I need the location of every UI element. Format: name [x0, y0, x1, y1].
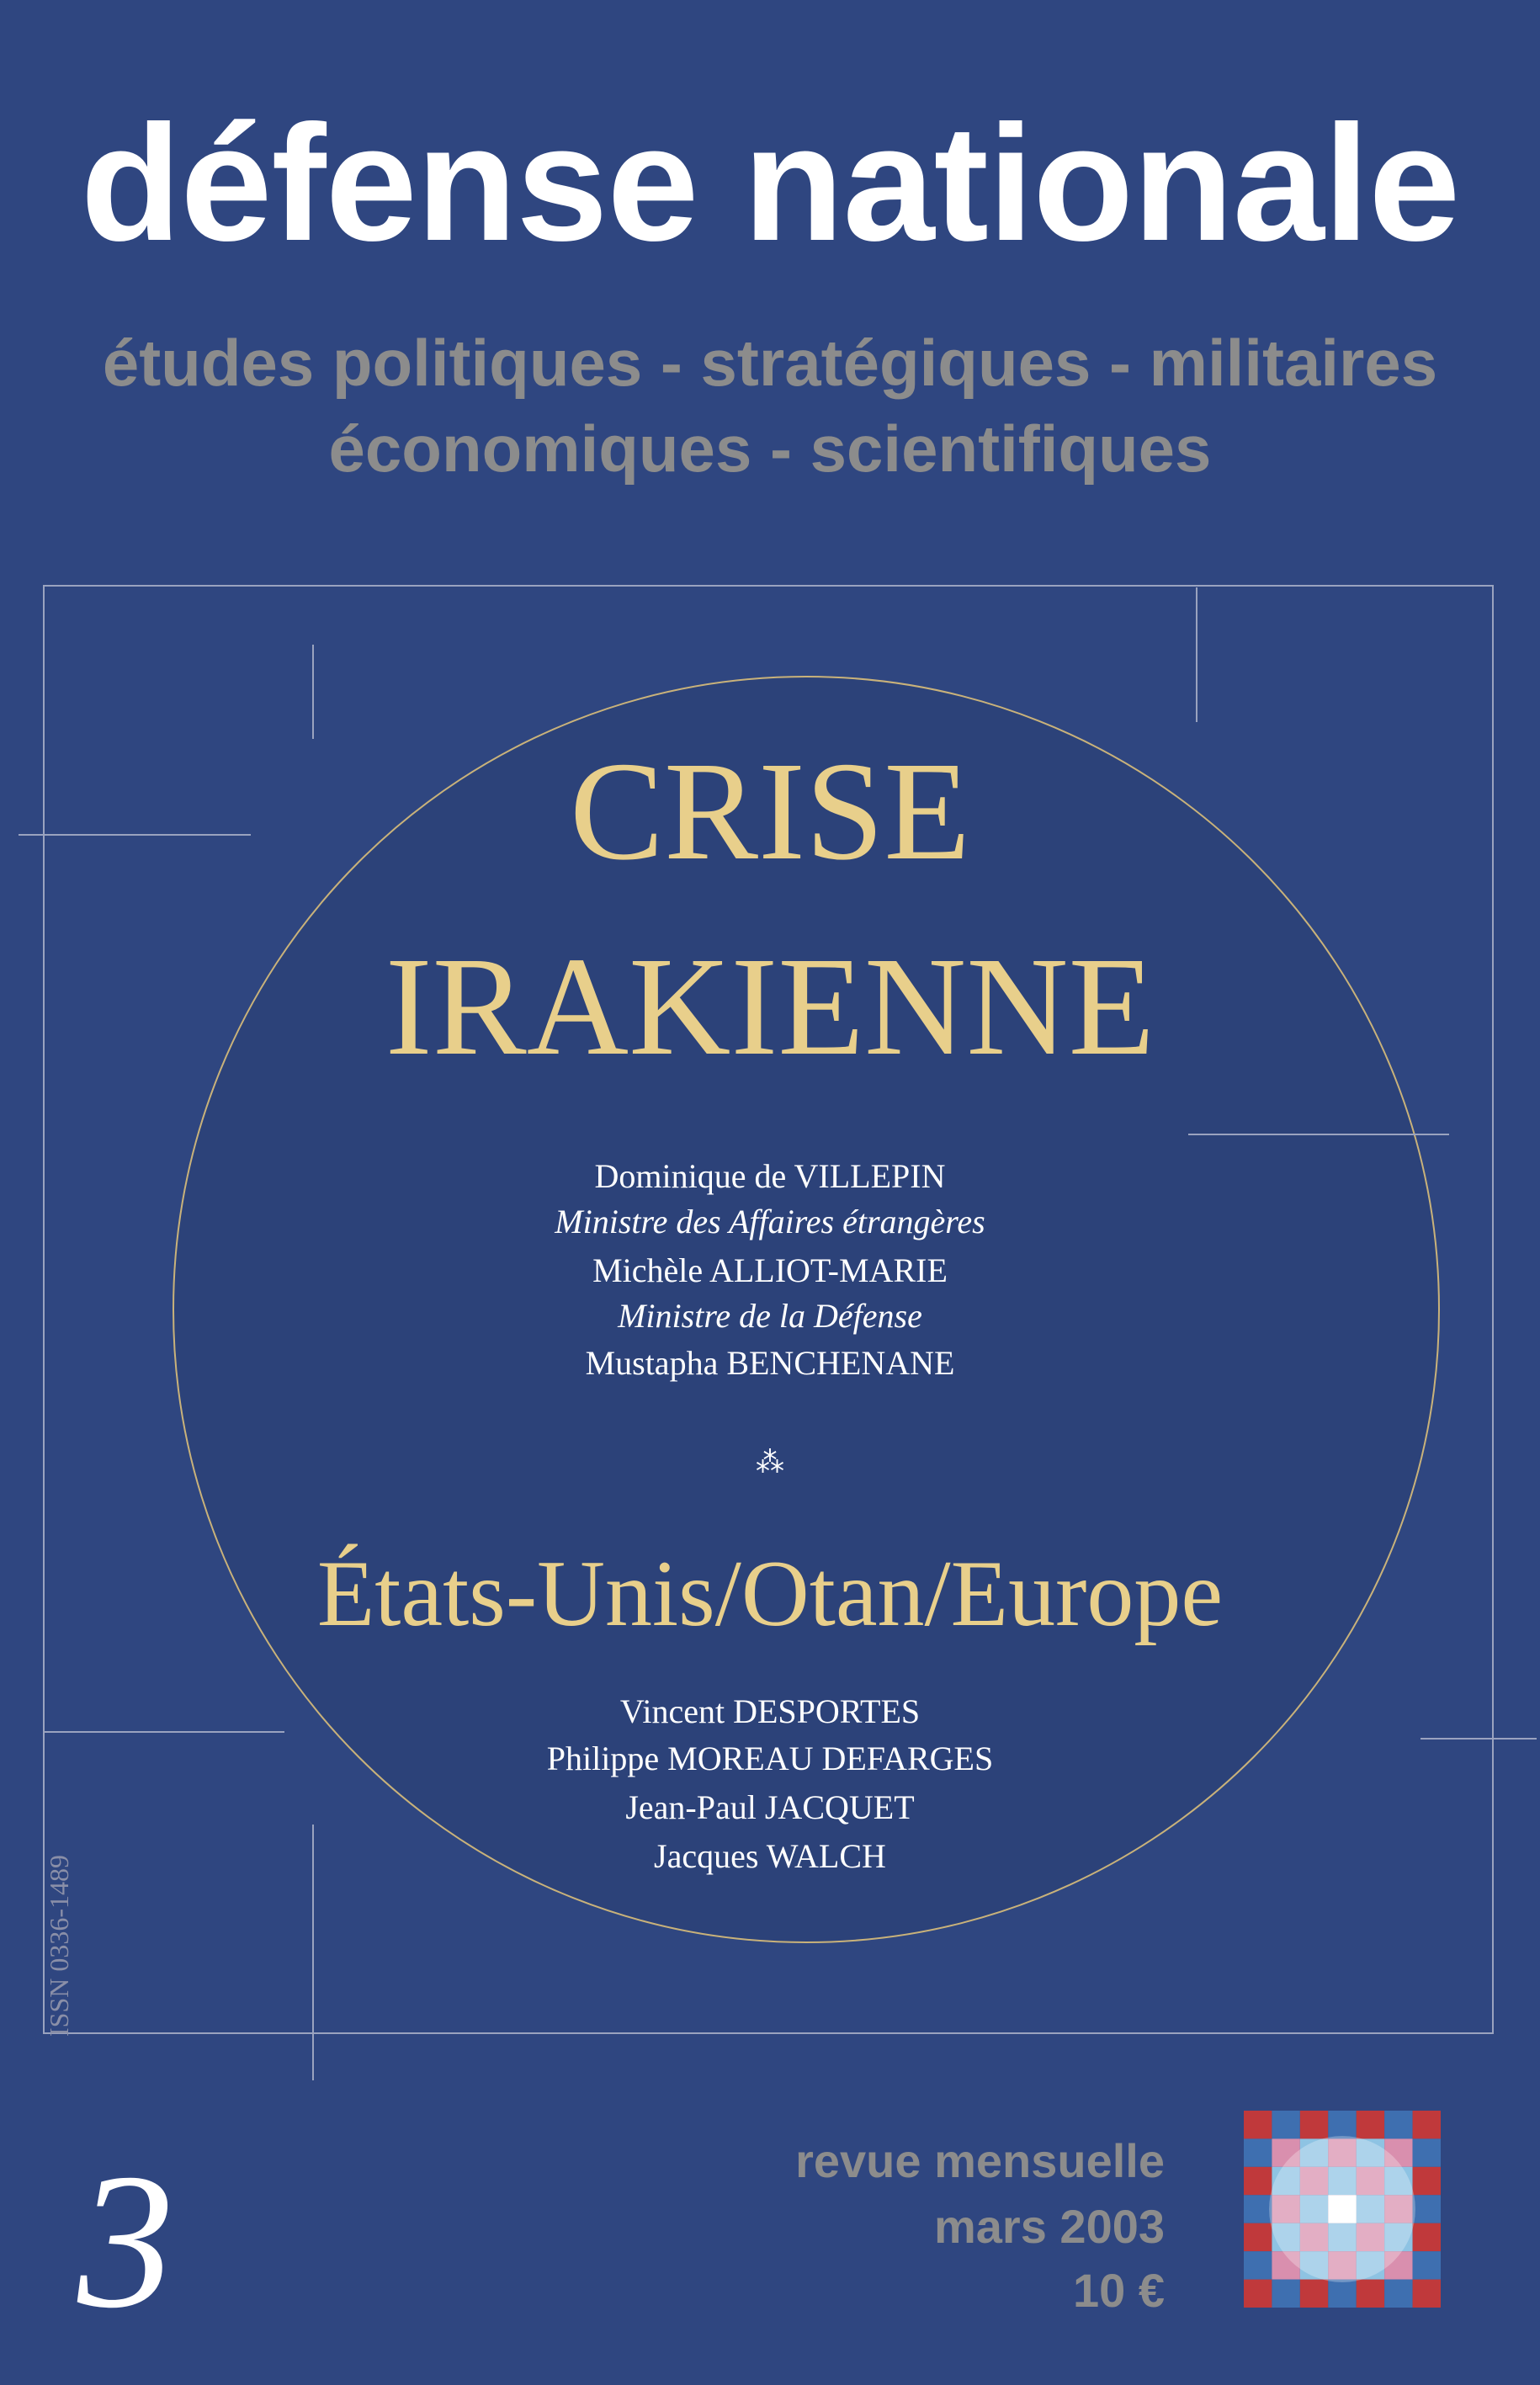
logo-cell [1328, 2280, 1356, 2308]
logo-cell [1413, 2167, 1441, 2195]
logo-cell [1384, 2111, 1412, 2138]
logo-cell [1413, 2138, 1441, 2166]
author-role: Ministre de la Défense [618, 1297, 922, 1335]
author-name: Dominique de VILLEPIN [594, 1157, 946, 1195]
logo-cell [1244, 2138, 1272, 2166]
logo-cell [1413, 2223, 1441, 2251]
publisher-logo-icon [1244, 2111, 1441, 2308]
issn-number: ISSN 0336-1489 [44, 1854, 74, 2037]
logo-cell [1413, 2111, 1441, 2138]
logo-cell [1300, 2280, 1328, 2308]
logo-cell [1300, 2111, 1328, 2138]
author-name: Michèle ALLIOT-MARIE [592, 1251, 948, 1289]
subtitle-line-2: économiques - scientifiques [328, 412, 1212, 486]
logo-cell [1413, 2251, 1441, 2279]
publication-price: 10 € [1073, 2264, 1165, 2317]
magazine-title: défense nationale [80, 91, 1460, 275]
logo-cell [1244, 2251, 1272, 2279]
logo-cell [1413, 2280, 1441, 2308]
headline-line-2: IRAKIENNE [385, 928, 1155, 1085]
logo-cell [1413, 2195, 1441, 2223]
issue-number: 3 [77, 2133, 174, 2348]
section-2-title: États-Unis/Otan/Europe [316, 1542, 1224, 1646]
author-name: Vincent DESPORTES [619, 1692, 921, 1730]
logo-cell [1272, 2111, 1299, 2138]
publication-date: mars 2003 [933, 2200, 1165, 2253]
asterism-separator: ⁂ [756, 1447, 784, 1479]
subtitle-line-1: études politiques - stratégiques - militaires [102, 326, 1438, 400]
logo-cell [1244, 2223, 1272, 2251]
logo-cell [1244, 2111, 1272, 2138]
publication-frequency: revue mensuelle [795, 2134, 1165, 2187]
logo-cell [1272, 2280, 1299, 2308]
author-name: Jacques WALCH [654, 1837, 886, 1875]
author-name: Mustapha BENCHENANE [585, 1344, 955, 1382]
author-name: Jean-Paul JACQUET [625, 1788, 915, 1826]
author-role: Ministre des Affaires étrangères [555, 1203, 985, 1240]
logo-cell [1357, 2111, 1384, 2138]
logo-cell [1328, 2111, 1356, 2138]
logo-cell [1244, 2167, 1272, 2195]
headline-line-1: CRISE [569, 733, 971, 890]
logo-cell [1244, 2195, 1272, 2223]
author-name: Philippe MOREAU DEFARGES [546, 1740, 994, 1777]
logo-cell [1244, 2280, 1272, 2308]
logo-cell [1384, 2280, 1412, 2308]
logo-cell [1357, 2280, 1384, 2308]
